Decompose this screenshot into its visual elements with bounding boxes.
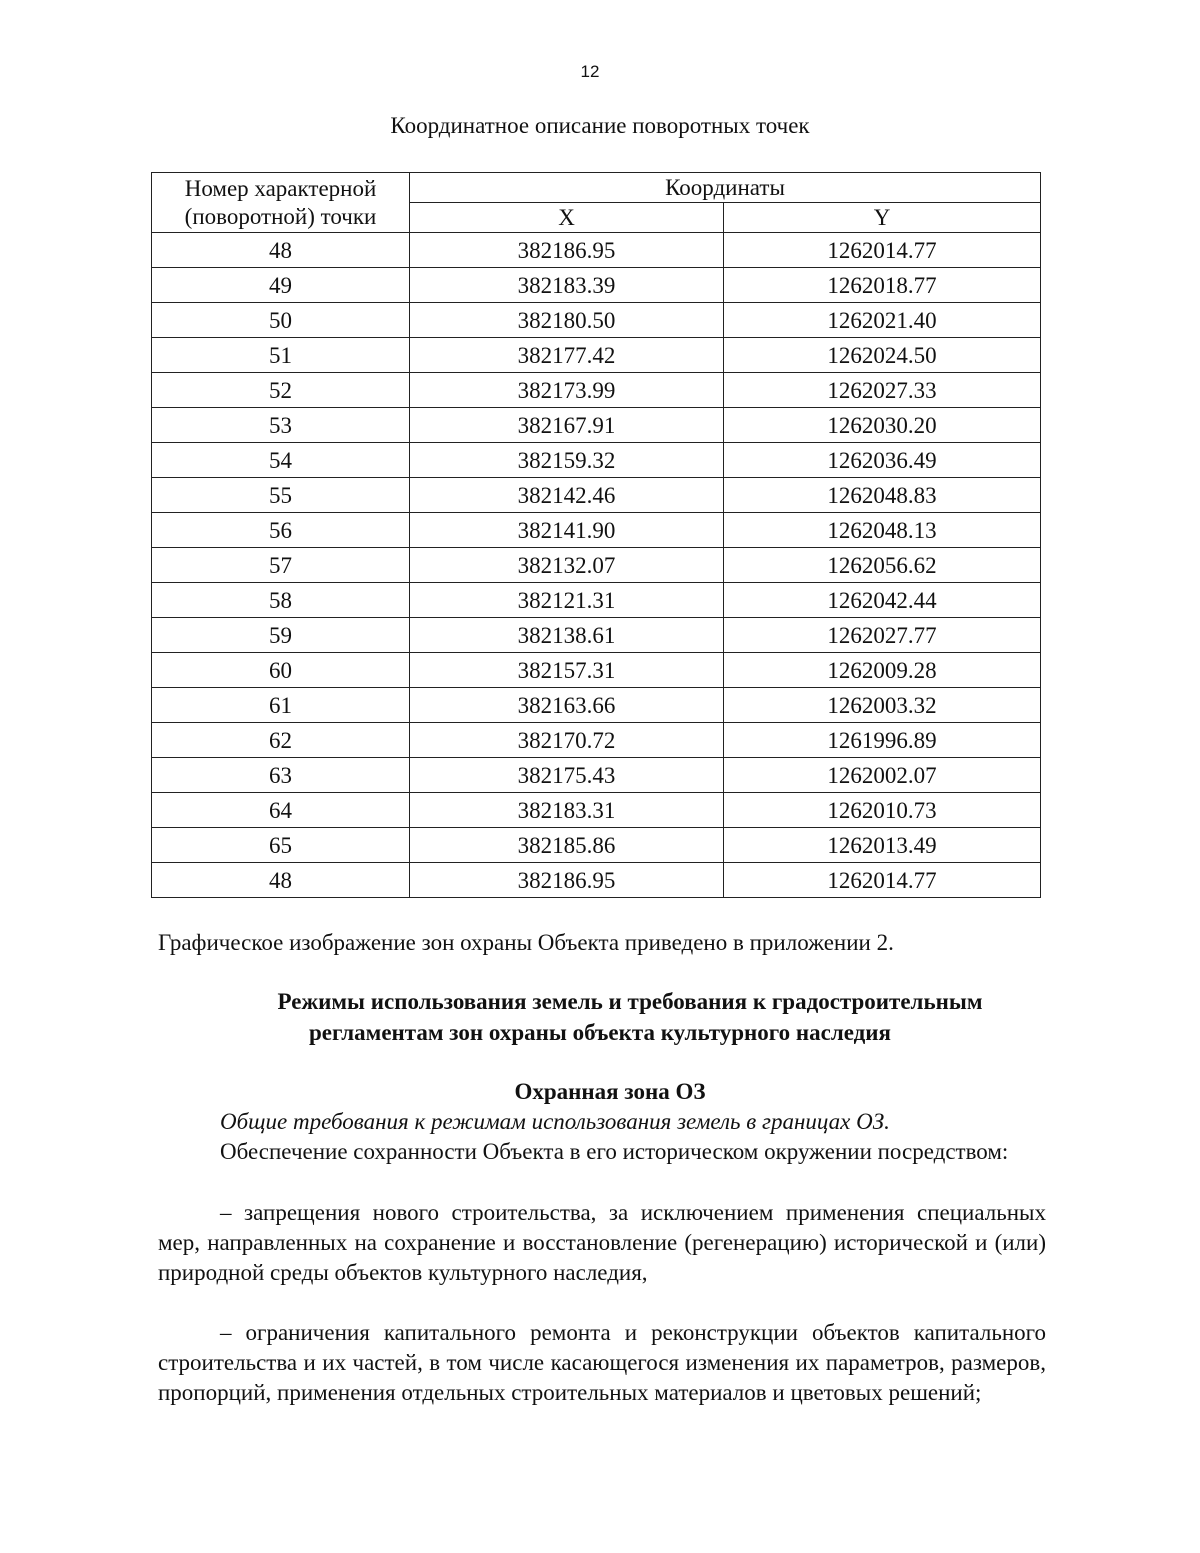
- x-coordinate: 382185.86: [410, 828, 724, 863]
- graphic-note: Графическое изображение зон охраны Объекта приведено в приложении 2.: [158, 930, 894, 955]
- table-row: [152, 863, 1041, 898]
- table-row: [152, 233, 1041, 268]
- y-coordinate: 1262048.83: [724, 478, 1041, 513]
- point-number: 52: [152, 373, 410, 408]
- point-number: 48: [152, 863, 410, 898]
- y-coordinate: 1262027.33: [724, 373, 1041, 408]
- header-y: Y: [724, 203, 1041, 233]
- y-coordinate: 1262009.28: [724, 653, 1041, 688]
- x-coordinate: 382183.31: [410, 793, 724, 828]
- y-coordinate: 1261996.89: [724, 723, 1041, 758]
- x-coordinate: 382141.90: [410, 513, 724, 548]
- x-coordinate: 382180.50: [410, 303, 724, 338]
- x-coordinate: 382186.95: [410, 863, 724, 898]
- point-number: 64: [152, 793, 410, 828]
- header-point-number: [152, 173, 410, 233]
- point-number: 54: [152, 443, 410, 478]
- x-coordinate: 382138.61: [410, 618, 724, 653]
- paragraph-1: Обеспечение сохранности Объекта в его историческом окружении посредством:: [220, 1139, 1009, 1164]
- table-row: [152, 268, 1041, 303]
- x-coordinate: 382142.46: [410, 478, 724, 513]
- y-coordinate: 1262021.40: [724, 303, 1041, 338]
- y-coordinate: 1262027.77: [724, 618, 1041, 653]
- paragraph-2: – запрещения нового строительства, за исключением применения специальных мер, направленных на сохранение и восстановление (регенерацию) исторической и (или) природной среды объектов культурного наследия,: [158, 1200, 1046, 1285]
- zone-subheading: Общие требования к режимам использования земель в границах ОЗ.: [220, 1109, 890, 1134]
- point-number: 59: [152, 618, 410, 653]
- point-number: 60: [152, 653, 410, 688]
- x-coordinate: 382170.72: [410, 723, 724, 758]
- table-row: [152, 443, 1041, 478]
- y-coordinate: 1262013.49: [724, 828, 1041, 863]
- header-point-line2: (поворотной) точки: [184, 203, 377, 229]
- y-coordinate: 1262056.62: [724, 548, 1041, 583]
- table-row: [152, 303, 1041, 338]
- point-number: 57: [152, 548, 410, 583]
- table-row: [152, 653, 1041, 688]
- y-coordinate: 1262024.50: [724, 338, 1041, 373]
- table-row: [152, 373, 1041, 408]
- point-number: 63: [152, 758, 410, 793]
- section-heading-line1: Режимы использования земель и требования к градостроительным: [277, 989, 983, 1014]
- table-row: [152, 828, 1041, 863]
- y-coordinate: 1262003.32: [724, 688, 1041, 723]
- table-row: [152, 793, 1041, 828]
- x-coordinate: 382157.31: [410, 653, 724, 688]
- page-number: 12: [580, 62, 600, 81]
- point-number: 51: [152, 338, 410, 373]
- table-title: Координатное описание поворотных точек: [390, 113, 810, 138]
- point-number: 49: [152, 268, 410, 303]
- point-number: 48: [152, 233, 410, 268]
- header-coordinates: Координаты: [410, 173, 1041, 203]
- x-coordinate: 382167.91: [410, 408, 724, 443]
- y-coordinate: 1262042.44: [724, 583, 1041, 618]
- coordinates-table: [151, 172, 1041, 898]
- x-coordinate: 382186.95: [410, 233, 724, 268]
- x-coordinate: 382132.07: [410, 548, 724, 583]
- y-coordinate: 1262030.20: [724, 408, 1041, 443]
- y-coordinate: 1262036.49: [724, 443, 1041, 478]
- x-coordinate: 382121.31: [410, 583, 724, 618]
- y-coordinate: 1262048.13: [724, 513, 1041, 548]
- table-row: [152, 618, 1041, 653]
- x-coordinate: 382183.39: [410, 268, 724, 303]
- table-row: [152, 513, 1041, 548]
- table-row: [152, 338, 1041, 373]
- point-number: 50: [152, 303, 410, 338]
- point-number: 56: [152, 513, 410, 548]
- point-number: 53: [152, 408, 410, 443]
- point-number: 55: [152, 478, 410, 513]
- table-row: [152, 583, 1041, 618]
- table-row: [152, 758, 1041, 793]
- table-row: [152, 688, 1041, 723]
- header-point-line1: Номер характерной: [184, 175, 377, 201]
- point-number: 58: [152, 583, 410, 618]
- x-coordinate: 382177.42: [410, 338, 724, 373]
- paragraph-3: – ограничения капитального ремонта и реконструкции объектов капитального строительства и их частей, в том числе касающегося изменения их параметров, размеров, пропорций, применения отдельных строительных материалов и цветовых решений;: [158, 1320, 1046, 1405]
- y-coordinate: 1262014.77: [724, 863, 1041, 898]
- x-coordinate: 382173.99: [410, 373, 724, 408]
- table-row: [152, 478, 1041, 513]
- header-x: X: [410, 203, 724, 233]
- point-number: 65: [152, 828, 410, 863]
- y-coordinate: 1262018.77: [724, 268, 1041, 303]
- table-row: [152, 408, 1041, 443]
- x-coordinate: 382163.66: [410, 688, 724, 723]
- table-row: [152, 548, 1041, 583]
- y-coordinate: 1262002.07: [724, 758, 1041, 793]
- y-coordinate: 1262014.77: [724, 233, 1041, 268]
- point-number: 61: [152, 688, 410, 723]
- zone-heading: Охранная зона ОЗ: [514, 1079, 706, 1104]
- section-heading-line2: регламентам зон охраны объекта культурного наследия: [308, 1020, 892, 1045]
- x-coordinate: 382159.32: [410, 443, 724, 478]
- table-row: [152, 723, 1041, 758]
- point-number: 62: [152, 723, 410, 758]
- y-coordinate: 1262010.73: [724, 793, 1041, 828]
- x-coordinate: 382175.43: [410, 758, 724, 793]
